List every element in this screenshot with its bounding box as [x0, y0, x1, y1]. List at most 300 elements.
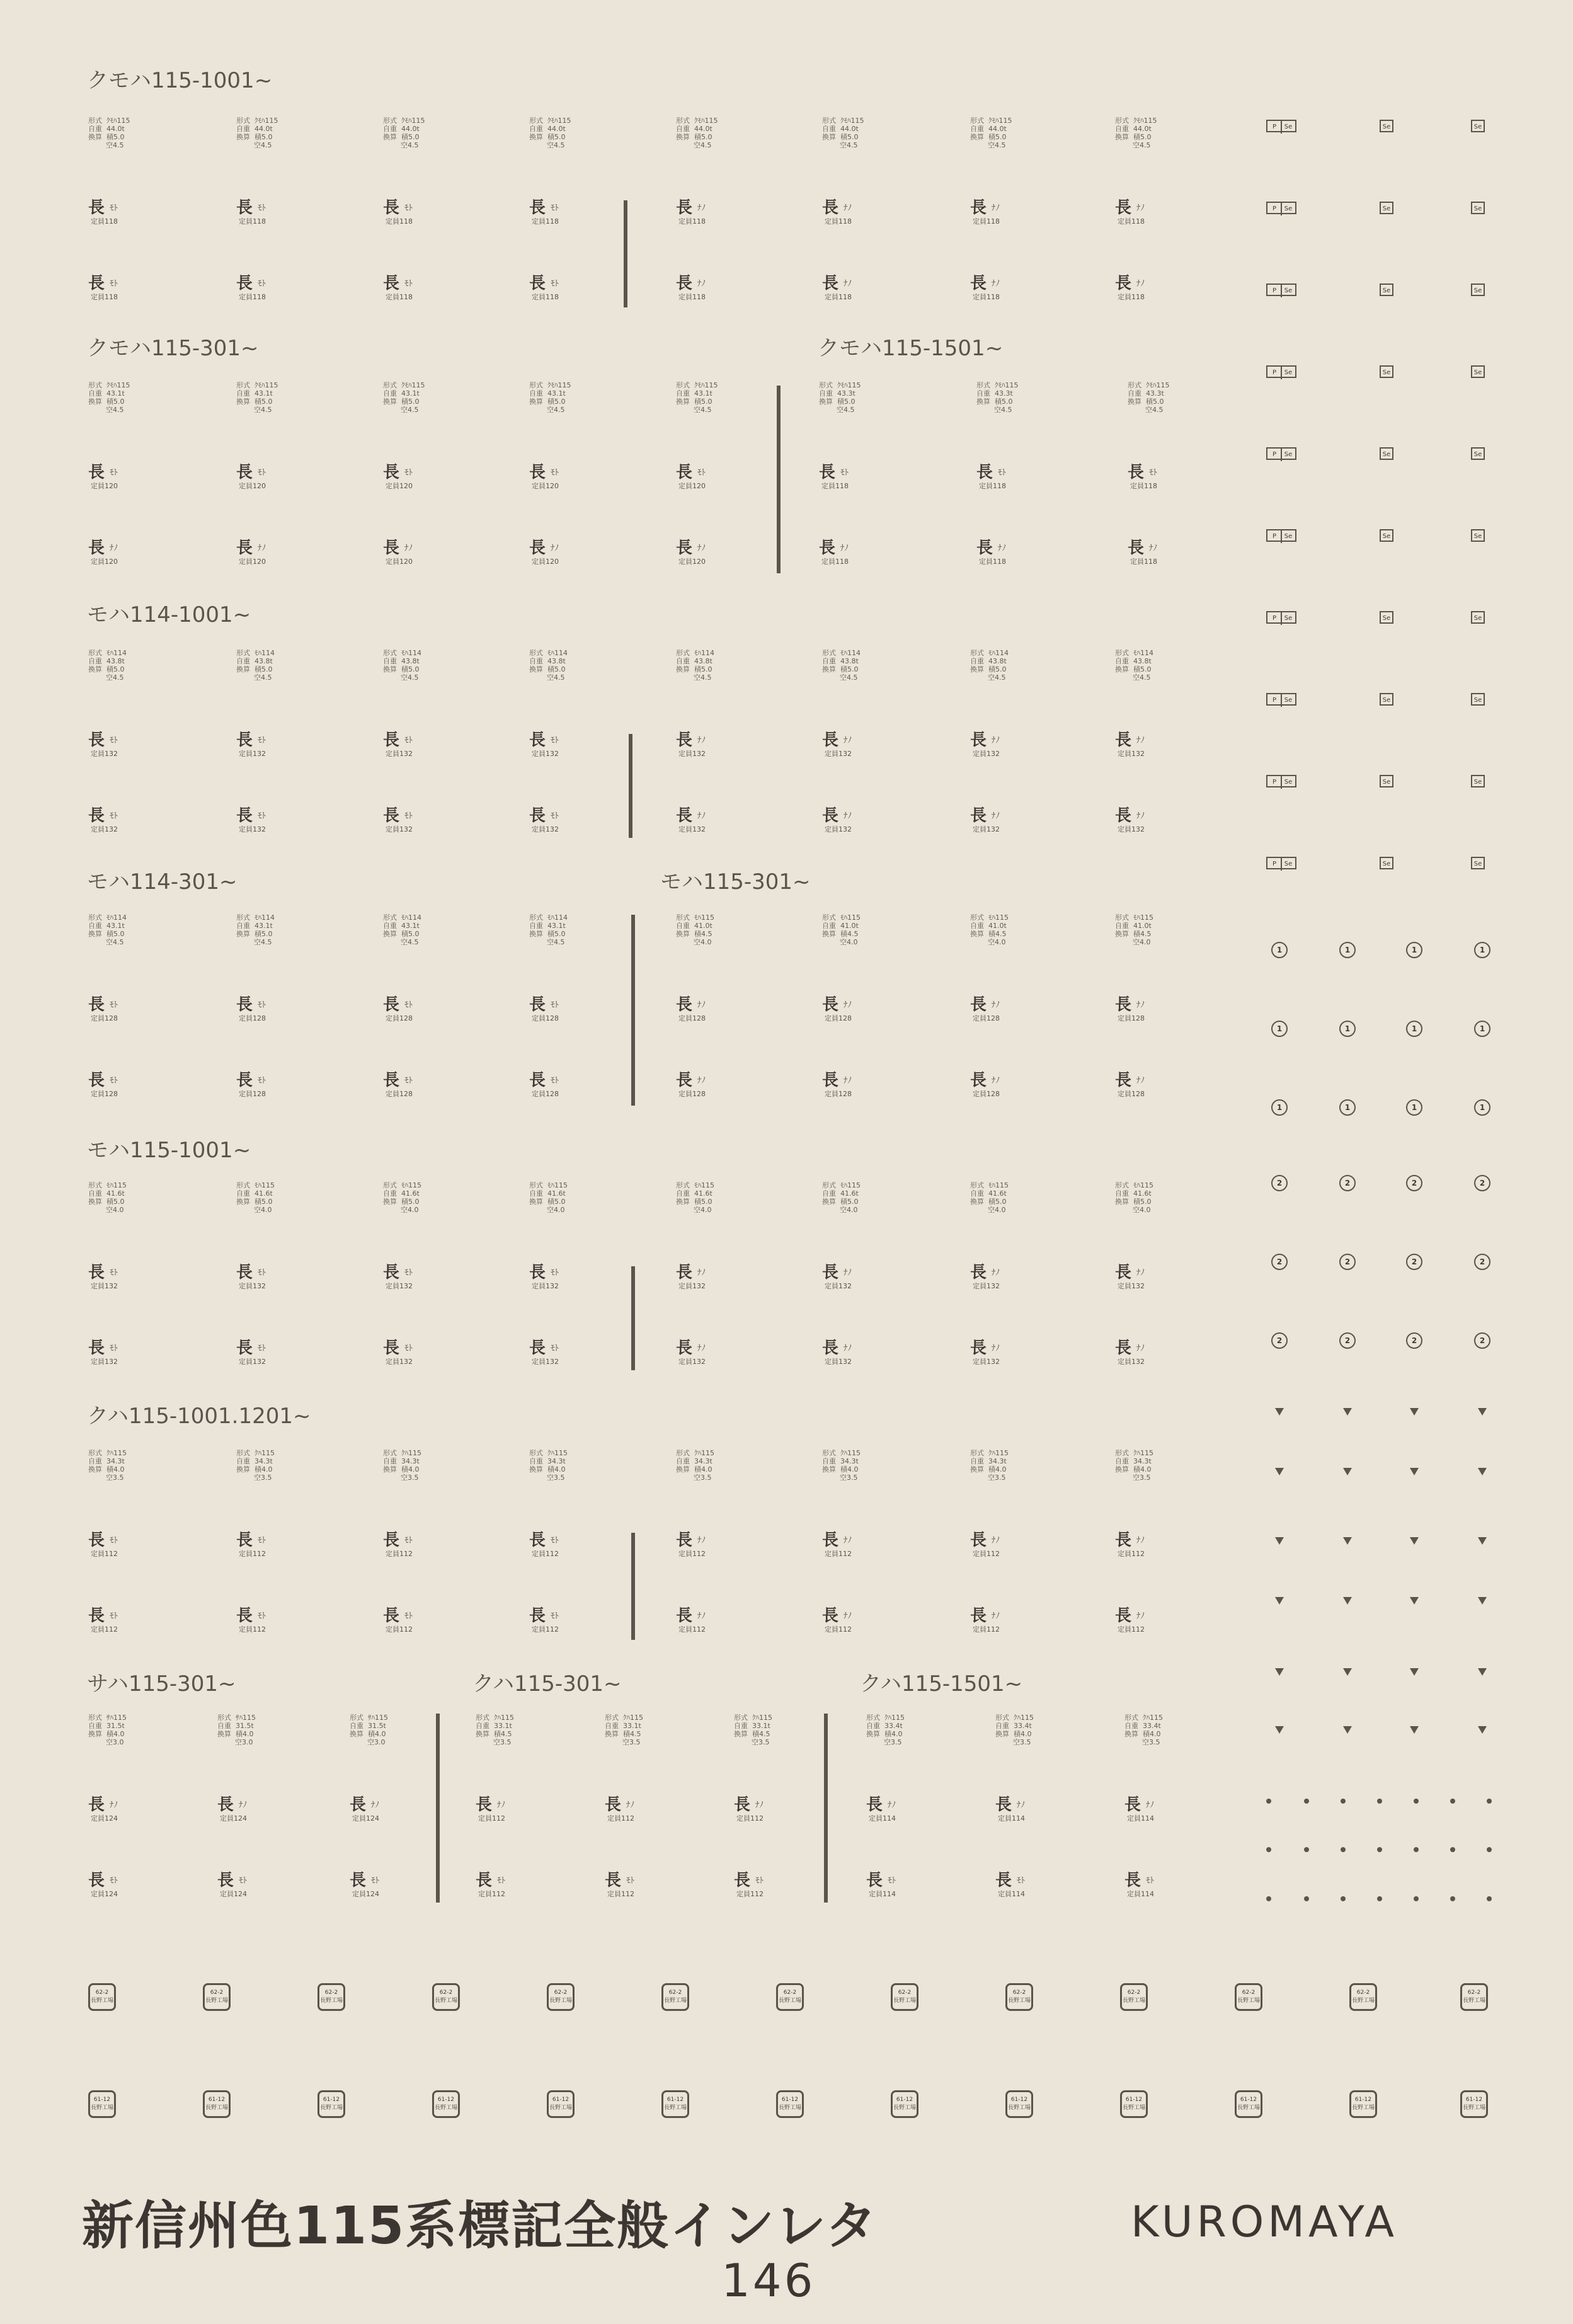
- spec-decal: [1128, 381, 1210, 418]
- inspection-box: 62-2 長野工場: [891, 1983, 918, 2011]
- depot-code: ﾓﾄ: [404, 1000, 413, 1010]
- depot-kanji: 長: [676, 1263, 693, 1282]
- depot-kanji: 長: [676, 806, 693, 825]
- spec-text: 形式 ﾓﾊ115 自重 41.0t 換算 積4.5 空4.0: [970, 913, 1009, 946]
- depot-code: ﾅﾉ: [844, 1076, 852, 1085]
- p-se-plate: P Se: [1266, 693, 1296, 706]
- spec-text: 形式 ｸﾓﾊ115 自重 43.3t 換算 積5.0 空4.5: [976, 381, 1019, 414]
- depot-code: ﾓﾄ: [404, 1268, 413, 1278]
- triangle-mark: [1478, 1668, 1487, 1676]
- depot-kanji: 長: [476, 1795, 493, 1814]
- inspection-box: 61-12 長野工場: [891, 2090, 918, 2118]
- capacity-text: 定員118: [979, 482, 1006, 490]
- depot-decal: [1128, 462, 1210, 498]
- triangle-mark: [1343, 1726, 1352, 1734]
- depot-kanji: 長: [970, 274, 987, 293]
- depot-decal: [476, 1870, 558, 1906]
- depot-code: ﾅﾉ: [992, 811, 1000, 821]
- capacity-text: 定員118: [1118, 217, 1145, 226]
- depot-decal: [217, 1794, 299, 1831]
- spec-text: 形式 ｸﾊ115 自重 33.4t 換算 積4.0 空3.5: [1124, 1714, 1163, 1746]
- depot-decal: [605, 1794, 687, 1831]
- depot-code: ﾓﾄ: [258, 1076, 266, 1085]
- depot-decal: [1124, 1870, 1206, 1906]
- capacity-text: 定員128: [532, 1014, 559, 1022]
- spec-text: 形式 ｸﾊ115 自重 34.3t 換算 積4.0 空3.5: [970, 1449, 1009, 1482]
- spec-decal: [476, 1714, 558, 1750]
- depot-kanji: 長: [383, 539, 400, 558]
- spec-decal: [529, 117, 611, 153]
- capacity-text: 定員114: [998, 1890, 1025, 1898]
- triangle-mark: [1275, 1668, 1284, 1676]
- depot-kanji: 長: [676, 463, 693, 482]
- depot-decal: [1115, 730, 1197, 766]
- triangle-mark: [1343, 1668, 1352, 1676]
- depot-code: ﾅﾉ: [840, 544, 849, 553]
- circled-number-two: 2: [1339, 1175, 1356, 1191]
- spec-decal: [236, 381, 318, 418]
- spec-text: 形式 ｸﾓﾊ115 自重 44.0t 換算 積5.0 空4.5: [236, 117, 278, 149]
- heading-moha115-1001: モハ115-1001~: [87, 1138, 251, 1163]
- spec-text: 形式 ｸﾊ115 自重 34.3t 換算 積4.0 空3.5: [383, 1449, 421, 1482]
- spec-decal: [88, 1449, 170, 1485]
- spec-decal: [529, 913, 611, 950]
- capacity-text: 定員112: [736, 1890, 764, 1898]
- depot-kanji: 長: [819, 539, 836, 558]
- capacity-text: 定員112: [478, 1890, 505, 1898]
- capacity-text: 定員128: [1118, 1090, 1145, 1098]
- spec-text: 形式 ﾓﾊ114 自重 43.8t 換算 積5.0 空4.5: [970, 649, 1009, 682]
- depot-decal: [236, 273, 318, 309]
- circled-number-two: 2: [1271, 1254, 1288, 1270]
- depot-decal: [217, 1870, 299, 1906]
- depot-decal: [350, 1794, 432, 1831]
- dot-mark: [1450, 1799, 1455, 1804]
- spec-decal: [970, 1181, 1052, 1218]
- inspection-box: 62-2 長野工場: [547, 1983, 575, 2011]
- capacity-text: 定員128: [825, 1090, 852, 1098]
- depot-kanji: 長: [1128, 463, 1145, 482]
- depot-kanji: 長: [676, 1339, 693, 1358]
- spec-text: 形式 ｸﾊ115 自重 33.4t 換算 積4.0 空3.5: [866, 1714, 905, 1746]
- depot-kanji: 長: [1115, 995, 1132, 1014]
- triangle-mark: [1410, 1408, 1419, 1416]
- capacity-text: 定員118: [1130, 482, 1157, 490]
- depot-kanji: 長: [529, 731, 546, 750]
- capacity-text: 定員118: [386, 217, 413, 226]
- depot-decal: [529, 537, 611, 574]
- depot-decal: [1115, 1070, 1197, 1106]
- spec-text: 形式 ﾓﾊ114 自重 43.8t 換算 積5.0 空4.5: [1115, 649, 1153, 682]
- spec-decal: [383, 117, 465, 153]
- spec-text: 形式 ｸﾊ115 自重 33.1t 換算 積4.5 空3.5: [605, 1714, 643, 1746]
- capacity-text: 定員118: [825, 217, 852, 226]
- dot-mark: [1304, 1799, 1309, 1804]
- triangle-mark: [1478, 1468, 1487, 1475]
- capacity-text: 定員112: [532, 1625, 559, 1634]
- depot-kanji: 長: [236, 198, 253, 217]
- depot-kanji: 長: [970, 995, 987, 1014]
- spec-text: 形式 ｸﾊ115 自重 33.1t 換算 積4.5 空3.5: [476, 1714, 514, 1746]
- capacity-text: 定員120: [532, 558, 559, 566]
- depot-code: ﾅﾉ: [697, 1344, 706, 1353]
- depot-kanji: 長: [88, 1071, 105, 1090]
- circled-number-one: 1: [1271, 942, 1288, 958]
- spec-decal: [236, 913, 318, 950]
- depot-code: ﾓﾄ: [551, 279, 559, 289]
- capacity-text: 定員112: [607, 1890, 634, 1898]
- depot-code: ﾓﾄ: [110, 279, 118, 289]
- depot-decal: [529, 462, 611, 498]
- capacity-text: 定員112: [239, 1550, 266, 1558]
- depot-kanji: 長: [236, 731, 253, 750]
- capacity-text: 定員120: [91, 558, 118, 566]
- spec-text: 形式 ｸﾊ115 自重 34.3t 換算 積4.0 空3.5: [1115, 1449, 1153, 1482]
- depot-decal: [822, 805, 904, 842]
- capacity-text: 定員132: [239, 1282, 266, 1290]
- se-plate: Se: [1471, 529, 1485, 542]
- depot-code: ﾓﾄ: [258, 811, 266, 821]
- dot-mark: [1487, 1896, 1492, 1901]
- depot-kanji: 長: [822, 1071, 839, 1090]
- depot-decal: [383, 805, 465, 842]
- spec-decal: [822, 117, 904, 153]
- capacity-text: 定員128: [973, 1014, 1000, 1022]
- depot-kanji: 長: [970, 731, 987, 750]
- depot-kanji: 長: [383, 731, 400, 750]
- capacity-text: 定員118: [979, 558, 1006, 566]
- inspection-box: 62-2 長野工場: [88, 1983, 116, 2011]
- capacity-text: 定員132: [1118, 1358, 1145, 1366]
- depot-code: ﾅﾉ: [888, 1800, 896, 1810]
- depot-decal: [819, 537, 901, 574]
- spec-text: 形式 ｸﾓﾊ115 自重 44.0t 換算 積5.0 空4.5: [970, 117, 1012, 149]
- depot-code: ﾅﾉ: [1136, 1611, 1145, 1621]
- depot-decal: [236, 730, 318, 766]
- triangle-mark: [1343, 1468, 1352, 1475]
- dot-mark: [1450, 1896, 1455, 1901]
- depot-decal: [476, 1794, 558, 1831]
- depot-decal: [676, 730, 758, 766]
- depot-code: ﾓﾄ: [258, 468, 266, 478]
- capacity-text: 定員124: [352, 1814, 379, 1823]
- depot-kanji: 長: [970, 1531, 987, 1550]
- depot-code: ﾅﾉ: [844, 1268, 852, 1278]
- depot-kanji: 長: [734, 1871, 751, 1890]
- depot-code: ﾅﾉ: [992, 279, 1000, 289]
- capacity-text: 定員112: [478, 1814, 505, 1823]
- se-plate: Se: [1380, 611, 1393, 624]
- inspection-box: 62-2 長野工場: [317, 1983, 345, 2011]
- depot-code: ﾓﾄ: [258, 279, 266, 289]
- spec-decal: [970, 117, 1052, 153]
- heading-kuha115-301: クハ115-301~: [472, 1671, 622, 1697]
- depot-kanji: 長: [970, 1071, 987, 1090]
- heading-kumoha115-301: クモハ115-301~: [87, 336, 259, 361]
- spec-decal: [822, 913, 904, 950]
- inspection-box: 61-12 長野工場: [1460, 2090, 1488, 2118]
- depot-code: ﾓﾄ: [998, 468, 1006, 478]
- capacity-text: 定員132: [973, 750, 1000, 758]
- depot-code: ﾓﾄ: [404, 1344, 413, 1353]
- depot-kanji: 長: [88, 274, 105, 293]
- spec-decal: [995, 1714, 1077, 1750]
- spec-decal: [1115, 117, 1197, 153]
- spec-text: 形式 ﾓﾊ115 自重 41.0t 換算 積4.5 空4.0: [1115, 913, 1153, 946]
- spec-decal: [676, 117, 758, 153]
- depot-decal: [236, 1605, 318, 1642]
- spec-decal: [383, 1181, 465, 1218]
- capacity-text: 定員114: [998, 1814, 1025, 1823]
- p-se-plate: P Se: [1266, 202, 1296, 214]
- capacity-text: 定員128: [532, 1090, 559, 1098]
- depot-code: ﾓﾄ: [258, 1268, 266, 1278]
- spec-decal: [676, 381, 758, 418]
- spec-text: 形式 ﾓﾊ115 自重 41.6t 換算 積5.0 空4.0: [383, 1181, 421, 1214]
- inspection-box: 61-12 長野工場: [1235, 2090, 1262, 2118]
- depot-kanji: 長: [976, 539, 993, 558]
- depot-code: ﾓﾄ: [110, 1536, 118, 1545]
- depot-code: ﾓﾄ: [1017, 1876, 1025, 1886]
- spec-text: 形式 ﾓﾊ115 自重 41.6t 換算 積5.0 空4.0: [236, 1181, 275, 1214]
- depot-code: ﾓﾄ: [371, 1876, 379, 1886]
- depot-kanji: 長: [1124, 1795, 1141, 1814]
- depot-code: ﾅﾉ: [1136, 203, 1145, 213]
- depot-code: ﾓﾄ: [404, 736, 413, 745]
- capacity-text: 定員118: [239, 217, 266, 226]
- depot-decal: [822, 1262, 904, 1298]
- depot-decal: [383, 994, 465, 1031]
- spec-decal: [217, 1714, 299, 1750]
- capacity-text: 定員120: [239, 482, 266, 490]
- capacity-text: 定員118: [678, 293, 706, 301]
- depot-decal: [1115, 805, 1197, 842]
- depot-code: ﾅﾉ: [404, 544, 413, 553]
- depot-kanji: 長: [476, 1871, 493, 1890]
- capacity-text: 定員118: [1130, 558, 1157, 566]
- product-title: 新信州色115系標記全般インレタ: [82, 2196, 878, 2256]
- depot-code: ﾓﾄ: [551, 468, 559, 478]
- spec-text: 形式 ｸﾊ115 自重 33.1t 換算 積4.5 空3.5: [734, 1714, 772, 1746]
- circled-number-one: 1: [1271, 1099, 1288, 1116]
- dot-mark: [1414, 1799, 1419, 1804]
- depot-kanji: 長: [676, 539, 693, 558]
- capacity-text: 定員124: [220, 1814, 247, 1823]
- spec-decal: [676, 1181, 758, 1218]
- capacity-text: 定員128: [386, 1014, 413, 1022]
- capacity-text: 定員132: [678, 1358, 706, 1366]
- depot-decal: [350, 1870, 432, 1906]
- triangle-mark: [1410, 1468, 1419, 1475]
- se-plate: Se: [1471, 365, 1485, 378]
- depot-code: ﾅﾉ: [697, 1611, 706, 1621]
- capacity-text: 定員132: [825, 1358, 852, 1366]
- depot-kanji: 長: [1115, 1606, 1132, 1625]
- spec-text: 形式 ｸﾓﾊ115 自重 43.1t 換算 積5.0 空4.5: [236, 381, 278, 414]
- triangle-mark: [1275, 1537, 1284, 1545]
- depot-code: ﾅﾉ: [844, 736, 852, 745]
- circled-number-two: 2: [1339, 1254, 1356, 1270]
- depot-code: ﾅﾉ: [992, 1611, 1000, 1621]
- spec-text: 形式 ﾓﾊ115 自重 41.6t 換算 積5.0 空4.0: [970, 1181, 1009, 1214]
- depot-kanji: 長: [866, 1795, 883, 1814]
- se-plate: Se: [1380, 365, 1393, 378]
- spec-text: 形式 ｸﾓﾊ115 自重 43.3t 換算 積5.0 空4.5: [819, 381, 861, 414]
- spec-decal: [88, 381, 170, 418]
- spec-decal: [88, 1714, 170, 1750]
- capacity-text: 定員120: [386, 482, 413, 490]
- inspection-box: 61-12 長野工場: [1349, 2090, 1377, 2118]
- spec-text: 形式 ﾓﾊ114 自重 43.8t 換算 積5.0 空4.5: [88, 649, 127, 682]
- depot-decal: [88, 1070, 170, 1106]
- depot-kanji: 長: [1115, 1071, 1132, 1090]
- depot-kanji: 長: [383, 995, 400, 1014]
- depot-decal: [1115, 1337, 1197, 1374]
- triangle-mark: [1275, 1468, 1284, 1475]
- depot-kanji: 長: [350, 1871, 367, 1890]
- spec-text: 形式 ｸﾓﾊ115 自重 43.1t 換算 積5.0 空4.5: [676, 381, 718, 414]
- circled-number-two: 2: [1271, 1332, 1288, 1349]
- depot-kanji: 長: [383, 1071, 400, 1090]
- capacity-text: 定員132: [91, 750, 118, 758]
- depot-decal: [676, 1337, 758, 1374]
- capacity-text: 定員120: [532, 482, 559, 490]
- depot-kanji: 長: [383, 1339, 400, 1358]
- depot-kanji: 長: [995, 1871, 1012, 1890]
- depot-kanji: 長: [88, 198, 105, 217]
- circled-number-one: 1: [1406, 942, 1422, 958]
- capacity-text: 定員128: [386, 1090, 413, 1098]
- se-plate: Se: [1380, 283, 1393, 296]
- inspection-box: 62-2 長野工場: [432, 1983, 460, 2011]
- capacity-text: 定員132: [825, 825, 852, 833]
- depot-kanji: 長: [822, 806, 839, 825]
- depot-code: ﾅﾉ: [992, 1268, 1000, 1278]
- capacity-text: 定員120: [239, 558, 266, 566]
- spec-text: 形式 ｸﾊ115 自重 34.3t 換算 積4.0 空3.5: [529, 1449, 568, 1482]
- depot-decal: [976, 537, 1058, 574]
- capacity-text: 定員118: [532, 217, 559, 226]
- spec-text: 形式 ｸﾓﾊ115 自重 43.1t 換算 積5.0 空4.5: [383, 381, 425, 414]
- depot-decal: [1115, 1605, 1197, 1642]
- depot-code: ﾓﾄ: [755, 1876, 764, 1886]
- spec-decal: [676, 913, 758, 950]
- depot-code: ﾅﾉ: [1136, 1076, 1145, 1085]
- capacity-text: 定員124: [91, 1890, 118, 1898]
- heading-kumoha115-1001: クモハ115-1001~: [87, 68, 273, 93]
- depot-code: ﾓﾄ: [110, 203, 118, 213]
- spec-decal: [236, 1449, 318, 1485]
- depot-kanji: 長: [383, 1531, 400, 1550]
- depot-code: ﾓﾄ: [404, 468, 413, 478]
- capacity-text: 定員132: [973, 1282, 1000, 1290]
- capacity-text: 定員118: [239, 293, 266, 301]
- depot-code: ﾓﾄ: [110, 1076, 118, 1085]
- circled-number-one: 1: [1406, 1021, 1422, 1037]
- inspection-box: 61-12 長野工場: [547, 2090, 575, 2118]
- spec-decal: [970, 1449, 1052, 1485]
- capacity-text: 定員118: [91, 217, 118, 226]
- depot-kanji: 長: [350, 1795, 367, 1814]
- se-plate: Se: [1471, 775, 1485, 787]
- triangle-mark: [1410, 1726, 1419, 1734]
- spec-decal: [383, 381, 465, 418]
- p-se-plate: P Se: [1266, 365, 1296, 378]
- depot-decal: [236, 197, 318, 234]
- se-plate: Se: [1471, 202, 1485, 214]
- spec-text: 形式 ｸﾊ115 自重 34.3t 換算 積4.0 空3.5: [88, 1449, 127, 1482]
- capacity-text: 定員132: [532, 1282, 559, 1290]
- depot-kanji: 長: [88, 995, 105, 1014]
- depot-decal: [88, 1262, 170, 1298]
- depot-code: ﾓﾄ: [551, 203, 559, 213]
- depot-decal: [383, 1605, 465, 1642]
- spec-decal: [1115, 1449, 1197, 1485]
- spec-text: 形式 ｸﾓﾊ115 自重 43.1t 換算 積5.0 空4.5: [88, 381, 130, 414]
- depot-decal: [529, 1070, 611, 1106]
- spec-text: 形式 ﾓﾊ115 自重 41.0t 換算 積4.5 空4.0: [676, 913, 714, 946]
- depot-decal: [383, 1530, 465, 1566]
- depot-decal: [970, 730, 1052, 766]
- depot-decal: [676, 273, 758, 309]
- depot-kanji: 長: [970, 198, 987, 217]
- depot-decal: [970, 1337, 1052, 1374]
- spec-text: 形式 ｻﾊ115 自重 31.5t 換算 積4.0 空3.0: [88, 1714, 127, 1746]
- depot-decal: [236, 1530, 318, 1566]
- depot-kanji: 長: [819, 463, 836, 482]
- capacity-text: 定員132: [91, 1282, 118, 1290]
- depot-decal: [236, 994, 318, 1031]
- inspection-box: 62-2 長野工場: [1235, 1983, 1262, 2011]
- spec-text: 形式 ﾓﾊ115 自重 41.6t 換算 積5.0 空4.0: [1115, 1181, 1153, 1214]
- depot-decal: [383, 197, 465, 234]
- spec-text: 形式 ﾓﾊ114 自重 43.8t 換算 積5.0 空4.5: [383, 649, 421, 682]
- separator-bar: [631, 1533, 635, 1640]
- depot-code: ﾓﾄ: [258, 736, 266, 745]
- spec-decal: [866, 1714, 948, 1750]
- se-plate: Se: [1471, 857, 1485, 869]
- depot-decal: [970, 994, 1052, 1031]
- depot-kanji: 長: [529, 1339, 546, 1358]
- spec-text: 形式 ﾓﾊ114 自重 43.8t 換算 積5.0 空4.5: [822, 649, 861, 682]
- spec-text: 形式 ｸﾓﾊ115 自重 43.1t 換算 積5.0 空4.5: [529, 381, 571, 414]
- depot-decal: [88, 1337, 170, 1374]
- capacity-text: 定員112: [91, 1625, 118, 1634]
- dot-mark: [1341, 1896, 1346, 1901]
- capacity-text: 定員112: [1118, 1550, 1145, 1558]
- depot-kanji: 長: [676, 1531, 693, 1550]
- depot-decal: [383, 730, 465, 766]
- depot-code: ﾓﾄ: [110, 1000, 118, 1010]
- capacity-text: 定員112: [1118, 1625, 1145, 1634]
- spec-decal: [605, 1714, 687, 1750]
- capacity-text: 定員128: [239, 1090, 266, 1098]
- inspection-box: 61-12 長野工場: [661, 2090, 689, 2118]
- depot-kanji: 長: [976, 463, 993, 482]
- depot-decal: [734, 1870, 816, 1906]
- capacity-text: 定員112: [678, 1625, 706, 1634]
- depot-code: ﾓﾄ: [697, 468, 706, 478]
- spec-decal: [822, 1181, 904, 1218]
- capacity-text: 定員118: [821, 482, 849, 490]
- capacity-text: 定員112: [386, 1550, 413, 1558]
- depot-code: ﾅﾉ: [844, 203, 852, 213]
- depot-code: ﾅﾉ: [992, 1344, 1000, 1353]
- p-se-plate: P Se: [1266, 529, 1296, 542]
- circled-number-two: 2: [1339, 1332, 1356, 1349]
- dot-mark: [1414, 1847, 1419, 1852]
- inspection-box: 61-12 長野工場: [88, 2090, 116, 2118]
